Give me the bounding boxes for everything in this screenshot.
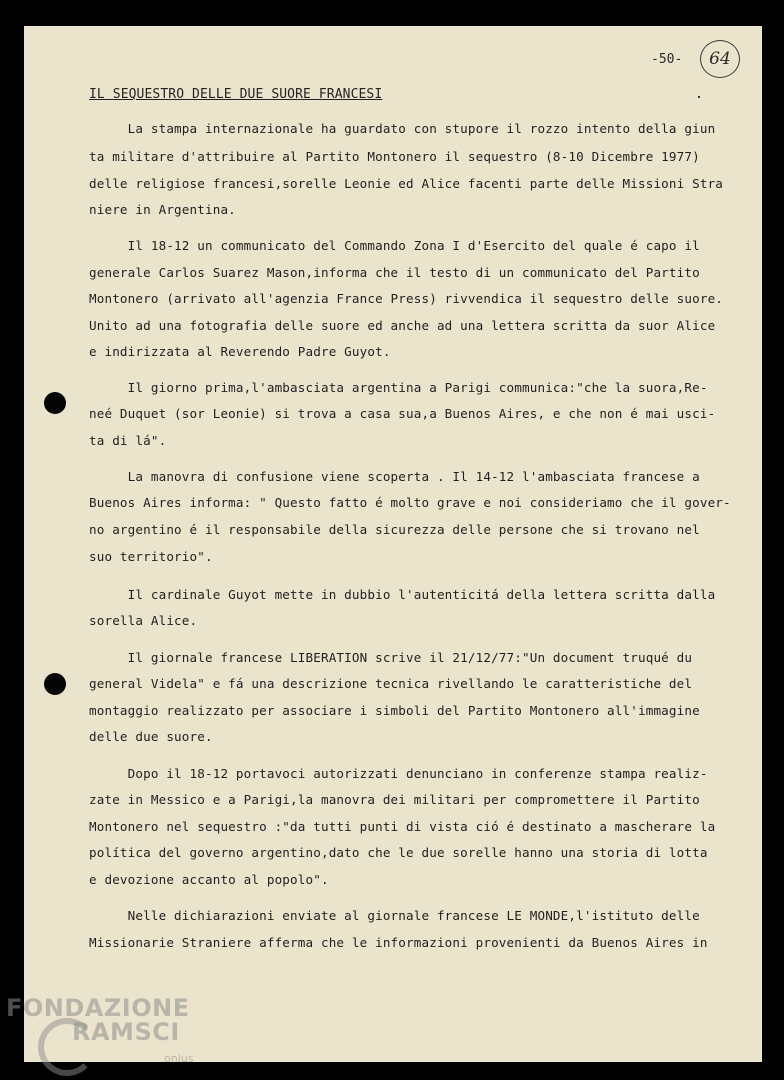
text-line: Il 18-12 un communicato del Commando Zona I d'Esercito del quale é capo il	[89, 238, 700, 253]
text-line: general Videla" e fá una descrizione tecnica rivellando le caratteristiche del	[89, 676, 693, 691]
ink-speck	[698, 96, 700, 98]
watermark-line2: RAMSCI	[72, 1018, 180, 1046]
handwritten-page-number: 64	[700, 40, 740, 78]
text-line: Il giorno prima,l'ambasciata argentina a Parigi communica:"che la suora,Re-	[89, 380, 708, 395]
text-line: ta militare d'attribuire al Partito Montonero il sequestro (8-10 Dicembre 1977)	[89, 149, 700, 164]
text-line: Unito ad una fotografia delle suore ed anche ad una lettera scritta da suor Alice	[89, 318, 716, 333]
document-title: IL SEQUESTRO DELLE DUE SUORE FRANCESI	[89, 87, 383, 102]
text-line: montaggio realizzato per associare i simboli del Partito Montonero all'immagine	[89, 703, 700, 718]
text-line: suo territorio".	[89, 549, 213, 564]
text-line: La stampa internazionale ha guardato con stupore il rozzo intento della giun	[89, 121, 716, 136]
text-line: niere in Argentina.	[89, 202, 236, 217]
typed-page-number: -50-	[651, 52, 683, 67]
text-line: Montonero nel sequestro :"da tutti punti di vista ció é destinato a mascherare la	[89, 819, 716, 834]
text-line: Dopo il 18-12 portavoci autorizzati denunciano in conferenze stampa realiz-	[89, 766, 708, 781]
text-line: Nelle dichiarazioni enviate al giornale francese LE MONDE,l'istituto delle	[89, 908, 700, 923]
text-line: no argentino é il responsabile della sicurezza delle persone che si trovano nel	[89, 522, 700, 537]
text-line: Il cardinale Guyot mette in dubbio l'autenticitá della lettera scritta dalla	[89, 587, 716, 602]
text-line: Il giornale francese LIBERATION scrive il 21/12/77:"Un document truqué du	[89, 650, 693, 665]
text-line: La manovra di confusione viene scoperta . Il 14-12 l'ambasciata francese a	[89, 469, 700, 484]
watermark-line3: onlus	[164, 1052, 194, 1065]
punch-hole	[44, 392, 66, 414]
text-line: sorella Alice.	[89, 613, 198, 628]
text-line: Buenos Aires informa: " Questo fatto é molto grave e noi consideriamo che il gover-	[89, 495, 731, 510]
text-line: Missionarie Straniere afferma che le informazioni provenienti da Buenos Aires in	[89, 935, 708, 950]
punch-hole	[44, 673, 66, 695]
text-line: neé Duquet (sor Leonie) si trova a casa sua,a Buenos Aires, e che non é mai usci-	[89, 406, 716, 421]
text-line: zate in Messico e a Parigi,la manovra dei militari per compromettere il Partito	[89, 792, 700, 807]
text-line: delle due suore.	[89, 729, 213, 744]
text-line: e devozione accanto al popolo".	[89, 872, 329, 887]
text-line: Montonero (arrivato all'agenzia France Press) rivvendica il sequestro delle suore.	[89, 291, 724, 306]
text-line: ta di lá".	[89, 433, 167, 448]
text-line: generale Carlos Suarez Mason,informa che il testo di un communicato del Partito	[89, 265, 700, 280]
text-line: e indirizzata al Reverendo Padre Guyot.	[89, 344, 391, 359]
text-line: delle religiose francesi,sorelle Leonie ed Alice facenti parte delle Missioni Stra	[89, 176, 724, 191]
watermark-line1: FONDAZIONE	[6, 994, 190, 1022]
text-line: política del governo argentino,dato che le due sorelle hanno una storia di lotta	[89, 845, 708, 860]
